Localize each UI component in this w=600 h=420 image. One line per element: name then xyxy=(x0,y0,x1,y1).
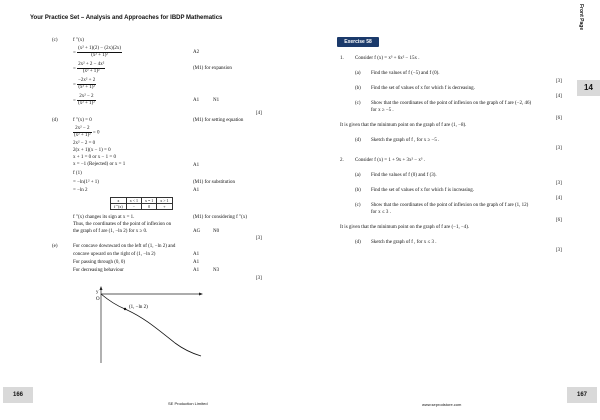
part-d-fraction xyxy=(73,126,99,139)
table-cell: − xyxy=(126,204,141,210)
mark: N1 xyxy=(213,98,220,103)
chapter-tab: 14 xyxy=(577,80,600,96)
mark: A1 xyxy=(193,188,200,193)
part-c-step-4: = $\frac{\text{2x² − 2}}{\text{(x² + 1)²}}$ xyxy=(73,94,95,106)
work-line: Thus, the coordinates of the point of inflexion on xyxy=(73,222,172,227)
page-number-left: 166 xyxy=(3,387,33,403)
c-f2-num: 2x² + 2 − 4x² xyxy=(78,62,105,67)
q2-text: Consider f (x) = 1 + 9x + 3x² − x³ . xyxy=(355,158,425,163)
y-axis-arrow xyxy=(100,286,103,290)
front-page-text: Front Page xyxy=(578,4,584,31)
q-part-text: Sketch the graph of f , for x ≥ −5 . xyxy=(371,138,440,143)
front-page-label xyxy=(574,4,586,54)
part-c-line: f ′′(x) xyxy=(73,38,84,43)
mark: (M1) for considering f ″(x) xyxy=(193,215,248,220)
q-part-text: Find the values of f (0) and f (3). xyxy=(371,173,437,178)
c-f1-num: (x² + 1)(2) − (2x)(2x) xyxy=(78,46,122,51)
q-note: It is given that the minimum point on the graph of f are (1, −8). xyxy=(340,123,467,128)
c-f4-den: (x² + 1)² xyxy=(78,101,95,106)
q-note: It is given that the minimum point on the graph of f are (−1, −4). xyxy=(340,225,470,230)
q-part-text: Find the values of f (−5) and f (0). xyxy=(371,71,440,76)
mark: AG xyxy=(193,229,201,234)
q-marks: [4] xyxy=(556,94,562,99)
q2-number: 2. xyxy=(340,158,344,163)
marks-total: [3] xyxy=(256,276,262,281)
part-d-label: (d) xyxy=(52,118,58,123)
mark: A1 xyxy=(193,98,200,103)
q-part-text: Find the set of values of x for which f is decreasing. xyxy=(371,86,475,91)
y-label: y xyxy=(96,290,99,295)
q-part-text: Sketch the graph of f , for x ≤ 3 . xyxy=(371,240,437,245)
q-marks: [3] xyxy=(556,181,562,186)
c-f2-den: (x² + 1)² xyxy=(82,69,100,74)
part-c-label: (c) xyxy=(52,38,58,43)
q-part-text: Find the set of values of x for which f is increasing. xyxy=(371,188,475,193)
part-c-step-2: = $\frac{\text{2x² + 2 − 4x²}}{\text{(x² + 1)²}}$ xyxy=(73,62,105,74)
q-part-text: for x ≤ 3 . xyxy=(371,210,391,215)
work-line: f (1) xyxy=(73,171,82,176)
q-marks: [6] xyxy=(556,116,562,121)
q1-number: 1. xyxy=(340,56,344,61)
mark: (M1) for substitution xyxy=(193,180,235,185)
mark: A1 xyxy=(193,268,200,273)
table-cell: + xyxy=(157,204,172,210)
mark: A1 xyxy=(193,260,200,265)
work-line: 2x² − 2 = 0 xyxy=(73,141,96,146)
work-line: x + 1 = 0 or x − 1 = 0 xyxy=(73,155,116,160)
point-label: (1, −ln 2) xyxy=(129,305,148,310)
marks-total: [4] xyxy=(256,111,262,116)
q-marks: [3] xyxy=(556,79,562,84)
q-part-label: (a) xyxy=(355,173,361,178)
footer-left: SE Production Limited xyxy=(168,401,208,406)
work-line: f ″(x) changes its sign at x = 1. xyxy=(73,215,135,220)
q-part-label: (b) xyxy=(355,86,361,91)
mark: A1 xyxy=(193,163,200,168)
c-f1-den: (x² + 1)² xyxy=(91,53,108,58)
work-line: the graph of f are (1, −ln 2) for x ≥ 0. xyxy=(73,229,148,234)
work-line: x = −1 (Rejected) or x = 1 xyxy=(73,162,126,167)
q-part-label: (b) xyxy=(355,188,361,193)
footer-right: www.seprodstore.com xyxy=(422,402,462,407)
work-line: = −ln(1² + 1) xyxy=(73,180,99,185)
work-line: For concave downward on the left of (1, −ln 2) and xyxy=(73,244,176,249)
q-part-label: (c) xyxy=(355,101,361,106)
q-part-label: (a) xyxy=(355,71,361,76)
table-cell: f ′′(x) xyxy=(111,204,127,210)
inflexion-point xyxy=(124,308,126,310)
marks-total: [3] xyxy=(256,236,262,241)
work-line: For passing through (0, 0) xyxy=(73,260,126,265)
d-f-tail: = 0 xyxy=(92,130,100,136)
sketch-graph xyxy=(95,285,205,365)
q-part-label: (d) xyxy=(355,138,361,143)
c-f3-den: (x² + 1)² xyxy=(78,85,95,90)
mark: A2 xyxy=(193,50,200,55)
mark: N3 xyxy=(213,268,220,273)
q-marks: [6] xyxy=(556,218,562,223)
table-cell: x xyxy=(111,198,127,204)
c-f3-num: −2x² + 2 xyxy=(78,78,96,83)
part-c-step-1: = $\frac{\text{(x² + 1)(2) − (2x)(2x)}}{\text{(x² + 1)²}}$ xyxy=(73,46,122,58)
work-line: For decreasing behaviour xyxy=(73,268,124,273)
sign-table xyxy=(110,197,173,210)
mark: (M1) for expansion xyxy=(193,66,232,71)
d-f-den: (x² + 1)² xyxy=(74,133,91,138)
mark: N0 xyxy=(213,229,220,234)
part-c-step-3: = $\frac{\text{−2x² + 2}}{\text{(x² + 1)²}}$ xyxy=(73,78,96,90)
q-marks: [4] xyxy=(556,196,562,201)
table-cell: 0 xyxy=(142,204,157,210)
page-number-right: 167 xyxy=(567,387,597,403)
mark: (M1) for setting equation xyxy=(193,118,244,123)
origin-label: O xyxy=(96,297,100,302)
q-part-label: (c) xyxy=(355,203,361,208)
q1-text: Consider f (x) = x³ + 6x² − 15x . xyxy=(355,56,420,61)
x-axis-arrow xyxy=(199,293,203,296)
work-line: = −ln 2 xyxy=(73,188,88,193)
curve xyxy=(101,294,201,356)
mark: A1 xyxy=(193,252,200,257)
part-e-label: (e) xyxy=(52,244,58,249)
q-part-text: Show that the coordinates of the point of inflexion on the graph of f are (−2, 46) xyxy=(371,101,532,106)
exercise-header: Exercise 58 xyxy=(337,37,379,47)
c-f4-num: 2x² − 2 xyxy=(77,94,96,101)
q-marks: [3] xyxy=(556,146,562,151)
q-part-text: Show that the coordinates of the point of inflexion on the graph of f are (1, 12) xyxy=(371,203,529,208)
table-cell: x = 1 xyxy=(142,198,157,204)
part-d-line: f ′′(x) = 0 xyxy=(73,118,92,123)
book-title: Your Practice Set – Analysis and Approaches for IBDP Mathematics xyxy=(30,15,223,21)
q-marks: [3] xyxy=(556,248,562,253)
d-f-num: 2x² − 2 xyxy=(73,126,92,133)
table-cell: x > 1 xyxy=(157,198,172,204)
work-line: concave upward on the right of (1, −ln 2) xyxy=(73,252,156,257)
work-line: 2(x + 1)(x − 1) = 0 xyxy=(73,148,111,153)
q-part-text: for x ≥ −5 . xyxy=(371,108,394,113)
table-cell: x < 1 xyxy=(126,198,141,204)
q-part-label: (d) xyxy=(355,240,361,245)
